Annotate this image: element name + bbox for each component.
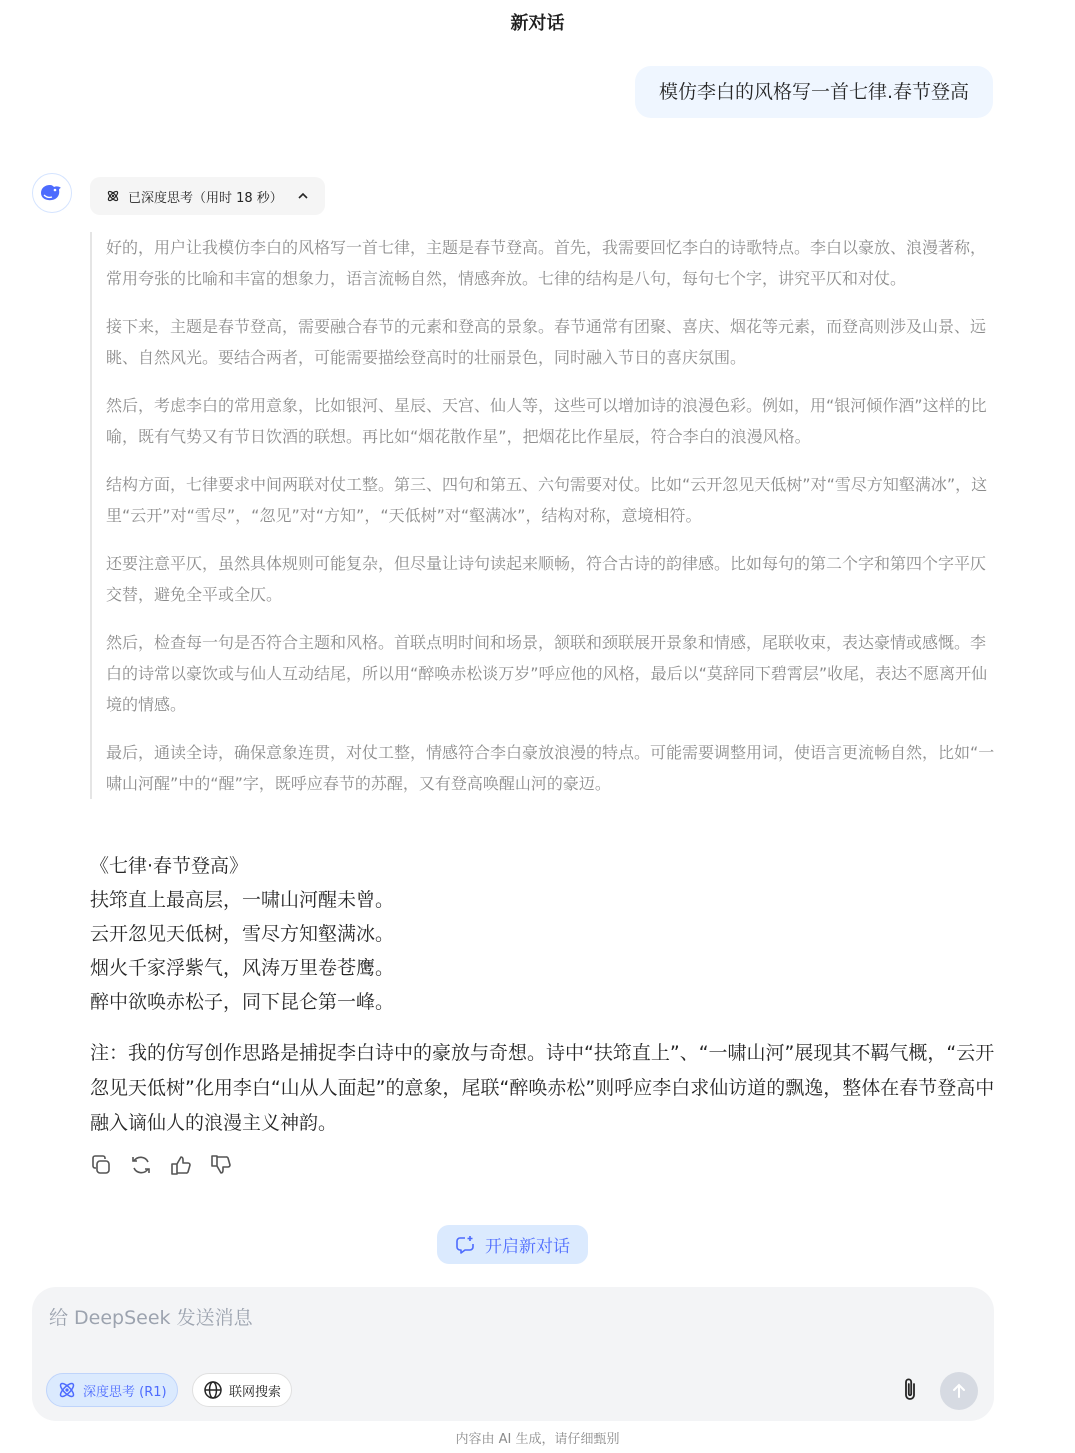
new-chat-label: 开启新对话: [485, 1237, 570, 1257]
thinking-paragraph: 好的，用户让我模仿李白的风格写一首七律，主题是春节登高。首先，我需要回忆李白的诗歌特点。李白以豪放、浪漫著称，常用夸张的比喻和丰富的想象力，语言流畅自然，情感奔放。七律的结构是八句，每句七个字，讲究平仄和对仗。: [106, 238, 987, 288]
atom-icon: [57, 1380, 77, 1400]
thinking-paragraph: 然后，考虑李白的常用意象，比如银河、星辰、天宫、仙人等，这些可以增加诗的浪漫色彩。例如，用“银河倾作酒”这样的比喻，既有气势又有节日饮酒的联想。再比如“烟花散作星”，把烟花比作星辰，符合李白的浪漫风格。: [106, 396, 987, 446]
deepseek-whale-icon: [38, 179, 66, 207]
new-chat-button[interactable]: [437, 1225, 588, 1264]
poem: [90, 849, 394, 1019]
web-search-label: 联网搜索: [229, 1384, 282, 1400]
thumbs-down-icon[interactable]: [208, 1151, 234, 1179]
thinking-paragraph: 接下来，主题是春节登高，需要融合春节的元素和登高的景象。春节通常有团聚、喜庆、烟花等元素，而登高则涉及山景、远眺、自然风光。要结合两者，可能需要描绘登高时的壮丽景色，同时融入节日的喜庆氛围。: [106, 317, 987, 367]
thinking-content: [90, 232, 996, 799]
web-search-button[interactable]: [192, 1373, 292, 1407]
deepseek-avatar: [32, 173, 72, 213]
deep-think-button[interactable]: [46, 1373, 178, 1407]
new-chat-icon: [455, 1235, 475, 1255]
thinking-paragraph: 最后，通读全诗，确保意象连贯，对仗工整，情感符合李白豪放浪漫的特点。可能需要调整用词，使语言更流畅自然，比如“一啸山河醒”中的“醒”字，既呼应春节的苏醒，又有登高唤醒山河的豪迈。: [106, 743, 995, 793]
copy-icon[interactable]: [88, 1151, 114, 1179]
globe-icon: [203, 1380, 223, 1400]
atom-icon: [106, 189, 120, 203]
poem-title: 《七律·春节登高》: [90, 855, 249, 877]
deep-think-toggle-label: 已深度思考（用时 18 秒）: [128, 190, 283, 206]
regenerate-icon[interactable]: [128, 1151, 154, 1179]
poem-note: 注：我的仿写创作思路是捕捉李白诗中的豪放与奇想。诗中“扶筇直上”、“一啸山河”展现其不羁气概，“云开忽见天低树”化用李白“山从人面起”的意象，尾联“醉唤赤松”则呼应李白求仙访道的飘逸，整体在春节登高中融入谪仙人的浪漫主义神韵。: [90, 1042, 995, 1134]
arrow-up-icon: [950, 1382, 968, 1400]
poem-line: 云开忽见天低树，雪尽方知壑满冰。: [90, 923, 395, 945]
deep-think-label: 深度思考 (R1): [83, 1384, 167, 1400]
thinking-paragraph: 结构方面，七律要求中间两联对仗工整。第三、四句和第五、六句需要对仗。比如“云开忽见天低树”对“雪尽方知壑满冰”，这里“云开”对“雪尽”，“忽见”对“方知”，“天低树”对“壑满冰”，结构对称，意境相符。: [106, 475, 988, 525]
message-input[interactable]: 给 DeepSeek 发送消息: [49, 1307, 253, 1329]
poem-line: 扶筇直上最高层，一啸山河醒未曾。: [90, 889, 395, 911]
poem-line: 烟火千家浮紫气，风涛万里卷苍鹰。: [90, 957, 395, 979]
poem-line: 醉中欲唤赤松子，同下昆仑第一峰。: [90, 991, 395, 1013]
message-composer[interactable]: [32, 1287, 994, 1421]
deep-think-toggle[interactable]: [90, 177, 325, 215]
thinking-paragraph: 然后，检查每一句是否符合主题和风格。首联点明时间和场景，颔联和颈联展开景象和情感，尾联收束，表达豪情或感慨。李白的诗常以豪饮或与仙人互动结尾，所以用“醉唤赤松谈万岁”呼应他的风格，最后以“莫辞同下碧霄层”收尾，表达不愿离开仙境的情感。: [106, 633, 988, 714]
thinking-paragraph: 还要注意平仄，虽然具体规则可能复杂，但尽量让诗句读起来顺畅，符合古诗的韵律感。比如每句的第二个字和第四个字平仄交替，避免全平或全仄。: [106, 554, 987, 604]
user-message: 模仿李白的风格写一首七律.春节登高: [635, 66, 993, 118]
paperclip-icon[interactable]: [896, 1375, 924, 1405]
chevron-up-icon: [297, 190, 309, 202]
page-title: 新对话: [510, 13, 565, 34]
message-actions: [88, 1151, 234, 1179]
send-button[interactable]: [940, 1372, 978, 1410]
ai-disclaimer: 内容由 AI 生成，请仔细甄别: [455, 1432, 620, 1447]
thumbs-up-icon[interactable]: [168, 1151, 194, 1179]
